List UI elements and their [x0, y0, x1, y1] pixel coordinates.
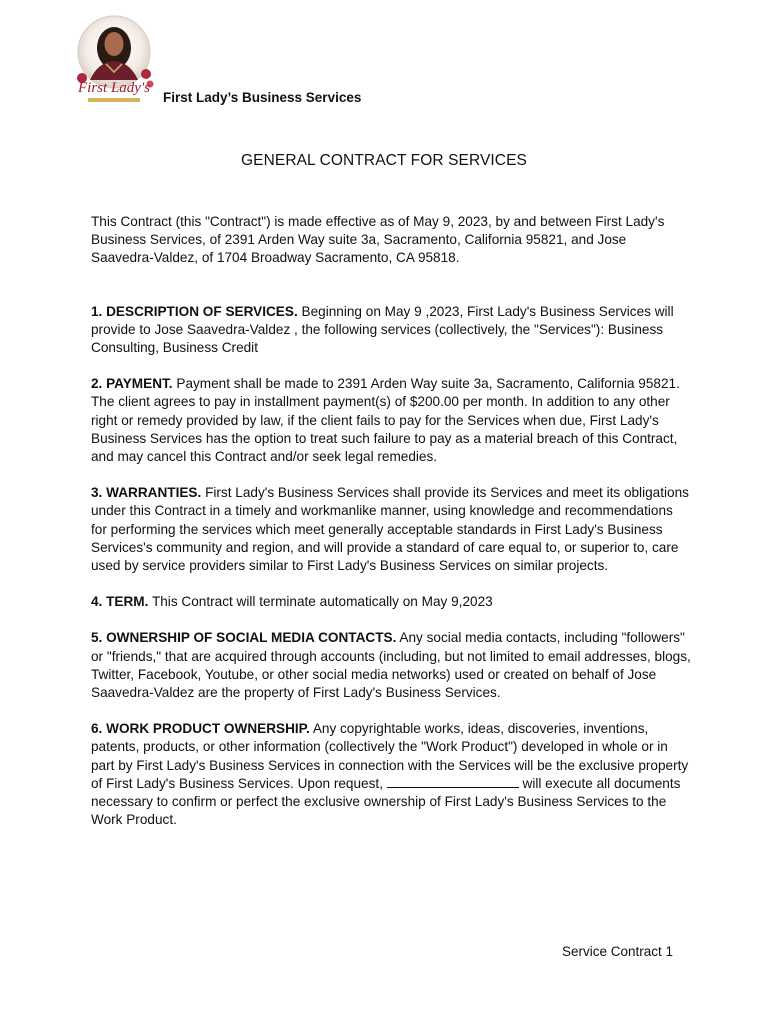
page-title: GENERAL CONTRACT FOR SERVICES [241, 152, 527, 169]
section-heading: 5. OWNERSHIP OF SOCIAL MEDIA CONTACTS. [91, 630, 397, 646]
section-text: Any social media contacts, including "followers" or "friends," that are acquired through accounts (including, but not limited to email addresses, blogs, Twitter, Facebook, Youtube, or other social media networks) used or created on behalf of Jose Saavedra-Valdez are the property of First Lady's Business Services. [91, 630, 691, 701]
contract-body [91, 213, 691, 847]
section-text: Payment shall be made to 2391 Arden Way suite 3a, Sacramento, California 95821. The client agrees to pay in installment payment(s) of $200.00 per month. In addition to any other right or remedy provided by law, if the client fails to pay for the Services when due, First Lady's Business Services has the option to treat such failure to pay as a material breach of this Contract, and may cancel this Contract and/or seek legal remedies. [91, 376, 680, 465]
intro-paragraph: This Contract (this "Contract") is made effective as of May 9, 2023, by and between First Lady's Business Services, of 2391 Arden Way suite 3a, Sacramento, California 95821, and Jose Saavedra-Valdez, of 1704 Broadway Sacramento, CA 95818. [91, 214, 665, 266]
section-social-media-contacts [91, 629, 691, 702]
section-heading: 6. WORK PRODUCT OWNERSHIP. [91, 721, 310, 737]
section-description-of-services [91, 303, 691, 358]
company-name: First Lady’s Business Services [163, 90, 362, 105]
section-work-product-ownership [91, 720, 691, 829]
section-text: Any copyrightable works, ideas, discoveries, inventions, patents, products, or other information (collectively the "Work Product") developed in whole or in part by First Lady's Business Services in connection with the Services will be the exclusive property of First Lady's Business Services. Upon request, [91, 721, 689, 791]
section-text: Beginning on May 9 ,2023, First Lady's Business Services will provide to Jose Saavedra-Valdez , the following services (collectively, the "Services"): Business Consulting, Business Credit [91, 303, 674, 356]
page-footer: Service Contract 1 [561, 944, 673, 959]
section-heading: 3. WARRANTIES. [91, 485, 202, 501]
section-text: First Lady's Business Services shall provide its Services and meet its obligations under this Contract in a timely and workmanlike manner, using knowledge and recommendations for performing the services which meet generally acceptable standards in First Lady's Business Services's community and region, and will provide a standard of care equal to, or superior to, care used by service providers similar to First Lady's Business Services on similar projects. [91, 485, 689, 574]
section-heading: 2. PAYMENT. [91, 376, 173, 392]
company-logo [68, 14, 160, 108]
section-heading: 1. DESCRIPTION OF SERVICES. [91, 303, 298, 319]
section-text: This Contract will terminate automatically on May 9,2023 [151, 594, 493, 610]
section-heading: 4. TERM. [91, 594, 149, 610]
section-term [91, 593, 691, 611]
section-text: will execute all documents necessary to confirm or perfect the exclusive ownership of First Lady's Business Services to the Work Product. [91, 775, 681, 828]
section-payment [91, 375, 691, 466]
signature-blank-line [387, 775, 519, 788]
logo-text: First Lady's [78, 80, 150, 96]
section-warranties [91, 484, 691, 575]
